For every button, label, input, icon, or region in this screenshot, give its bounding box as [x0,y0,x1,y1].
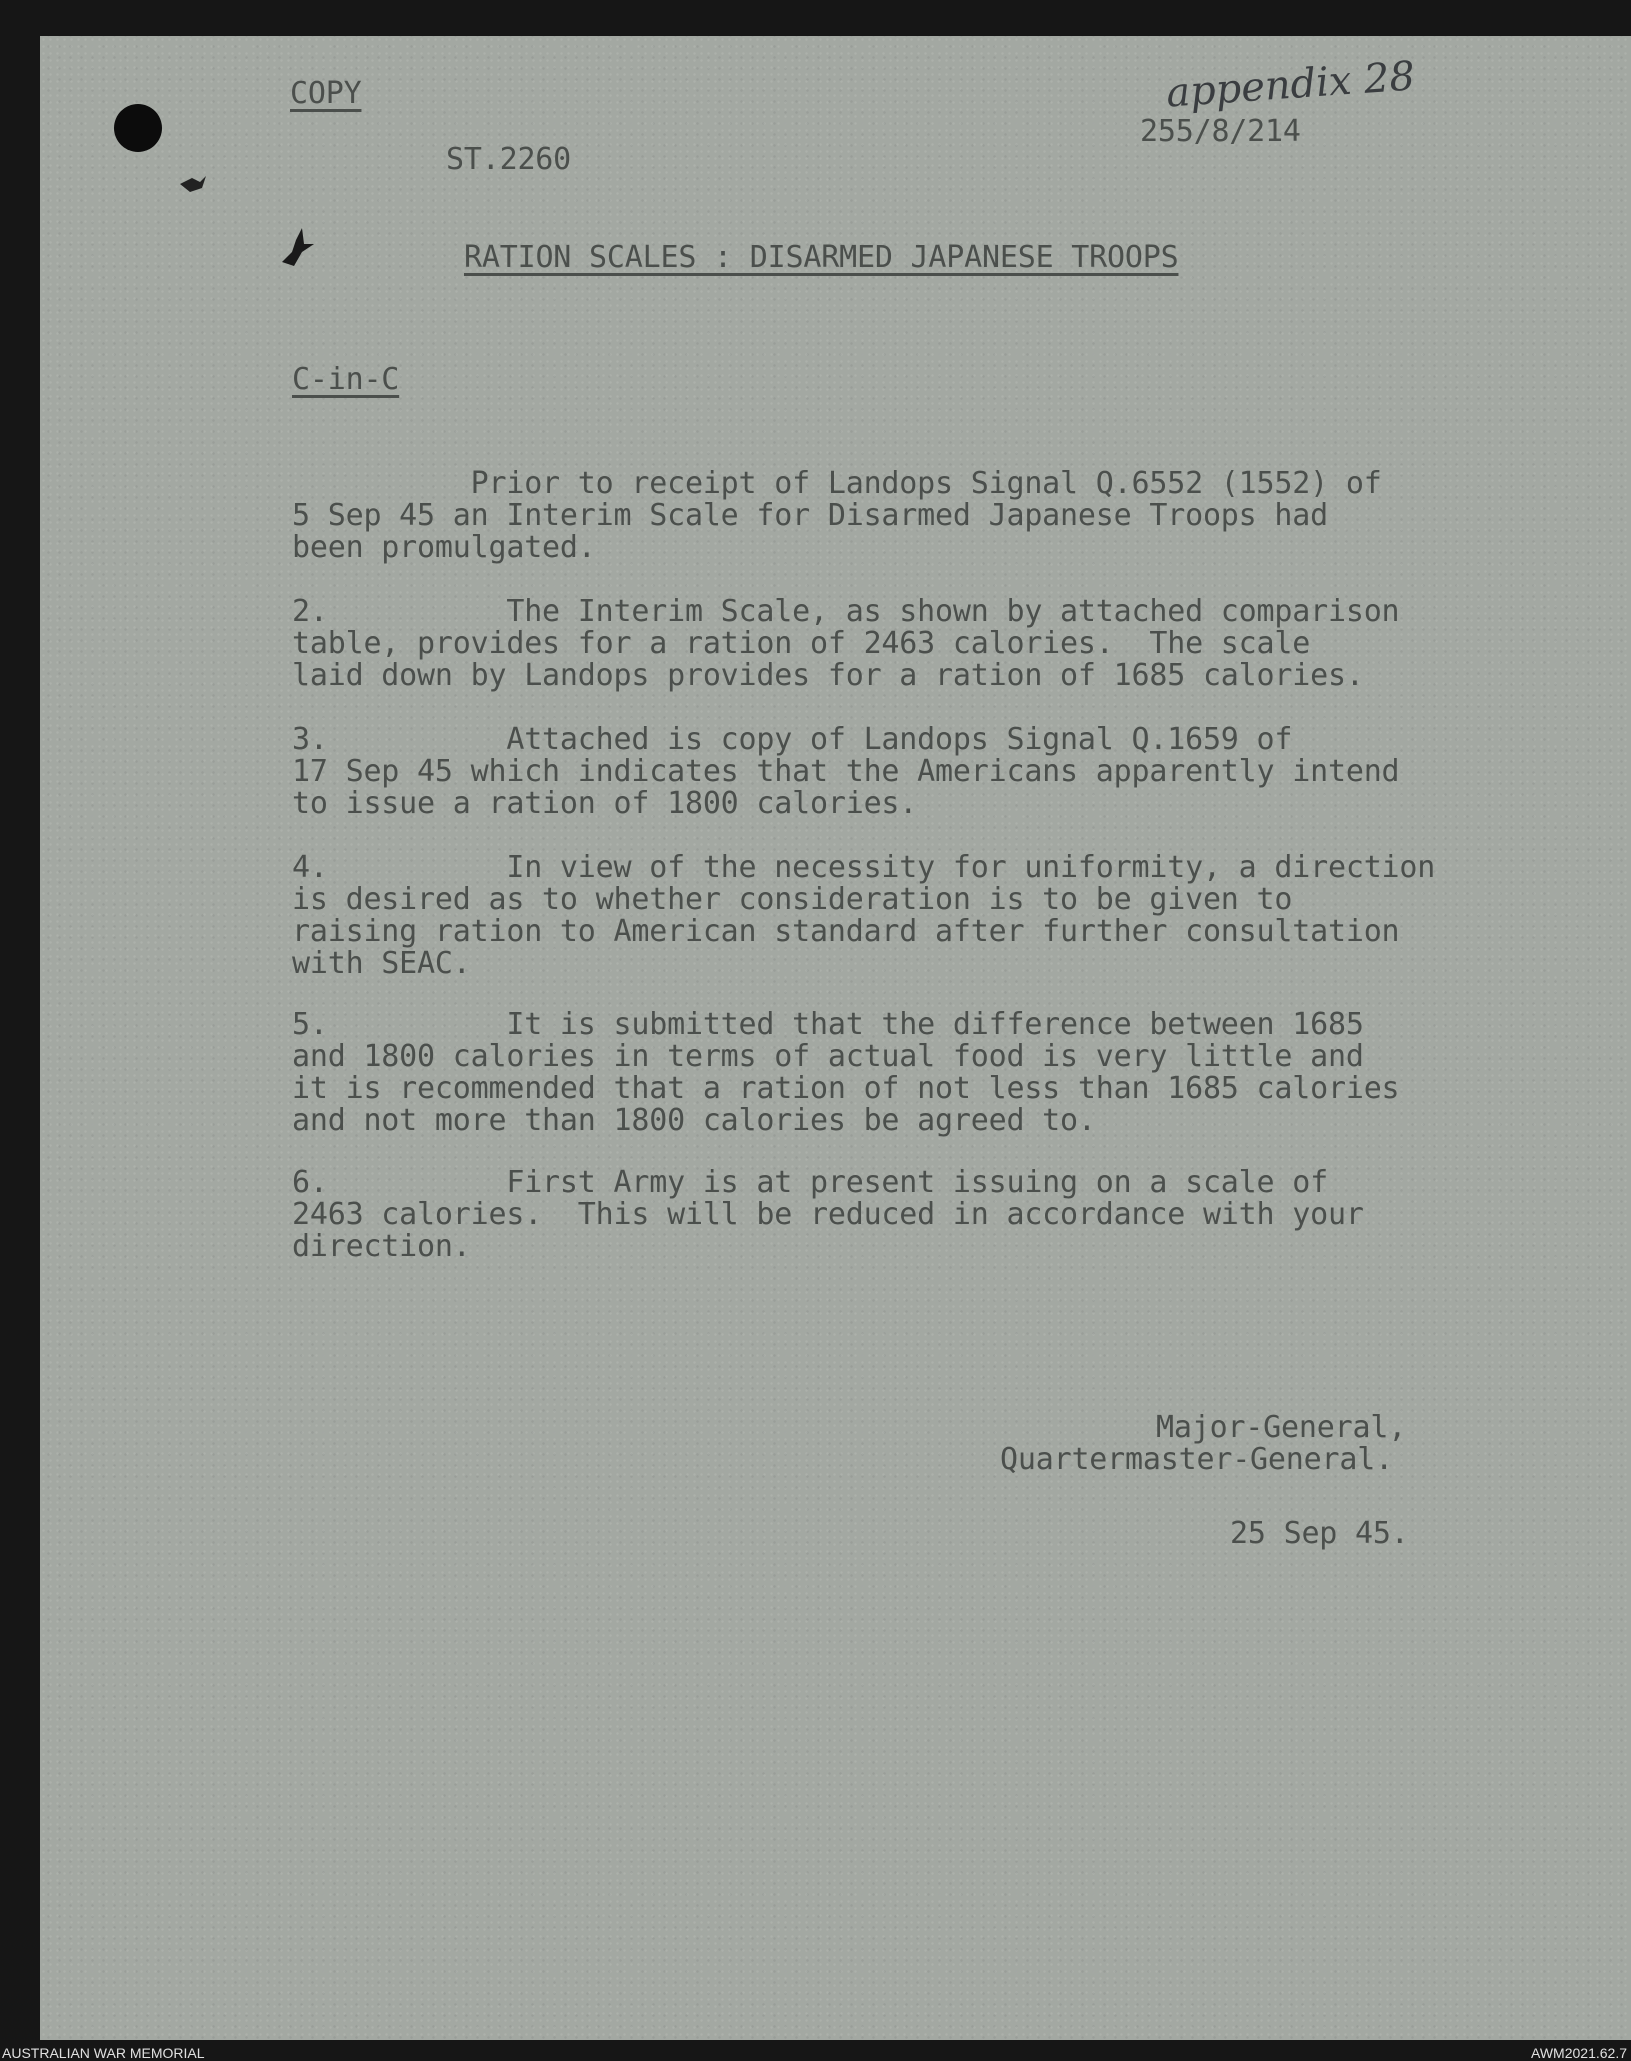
reference-number: ST.2260 [446,142,572,177]
handwritten-note: appendix 28 [1164,53,1417,117]
paragraph-5: 5. It is submitted that the difference between 1685 and 1800 calories in terms of actual food is very little and it is recommended that a ration of not less than 1685 calories and not more than 1800 calories be agreed to. [292,1007,1400,1138]
signature-rank: Major-General, [1156,1410,1407,1445]
copy-label: COPY [290,76,362,111]
paragraph-6: 6. First Army is at present issuing on a scale of 2463 calories. This will be reduced in accordance with your direction. [292,1165,1364,1264]
footer-archive-name: AUSTRALIAN WAR MEMORIAL [2,2045,205,2061]
document-title: RATION SCALES : DISARMED JAPANESE TROOPS [464,240,1179,275]
footer-accession-number: AWM2021.62.7 [1531,2045,1627,2061]
paragraph-4: 4. In view of the necessity for uniformity, a direction is desired as to whether consideration is to be given to raising ration to American standard after further consultation with SEAC. [292,850,1436,981]
ink-blot-mark [176,170,216,200]
punch-hole [114,104,162,152]
signature-date: 25 Sep 45. [1230,1516,1409,1551]
paragraph-2: 2. The Interim Scale, as shown by attached comparison table, provides for a ration of 2463 calories. The scale laid down by Landops provides for a ration of 1685 calories. [292,594,1400,693]
paragraph-1: Prior to receipt of Landops Signal Q.6552 (1552) of 5 Sep 45 an Interim Scale for Disarmed Japanese Troops had been promulgated. [292,466,1382,565]
signature-appointment: Quartermaster-General. [1000,1442,1393,1477]
ink-blot-mark [278,222,322,270]
paragraph-3: 3. Attached is copy of Landops Signal Q.1659 of 17 Sep 45 which indicates that the Americans apparently intend to issue a ration of 1800 calories. [292,722,1400,821]
addressee: C-in-C [292,362,400,397]
file-number: 255/8/214 [1140,114,1301,149]
